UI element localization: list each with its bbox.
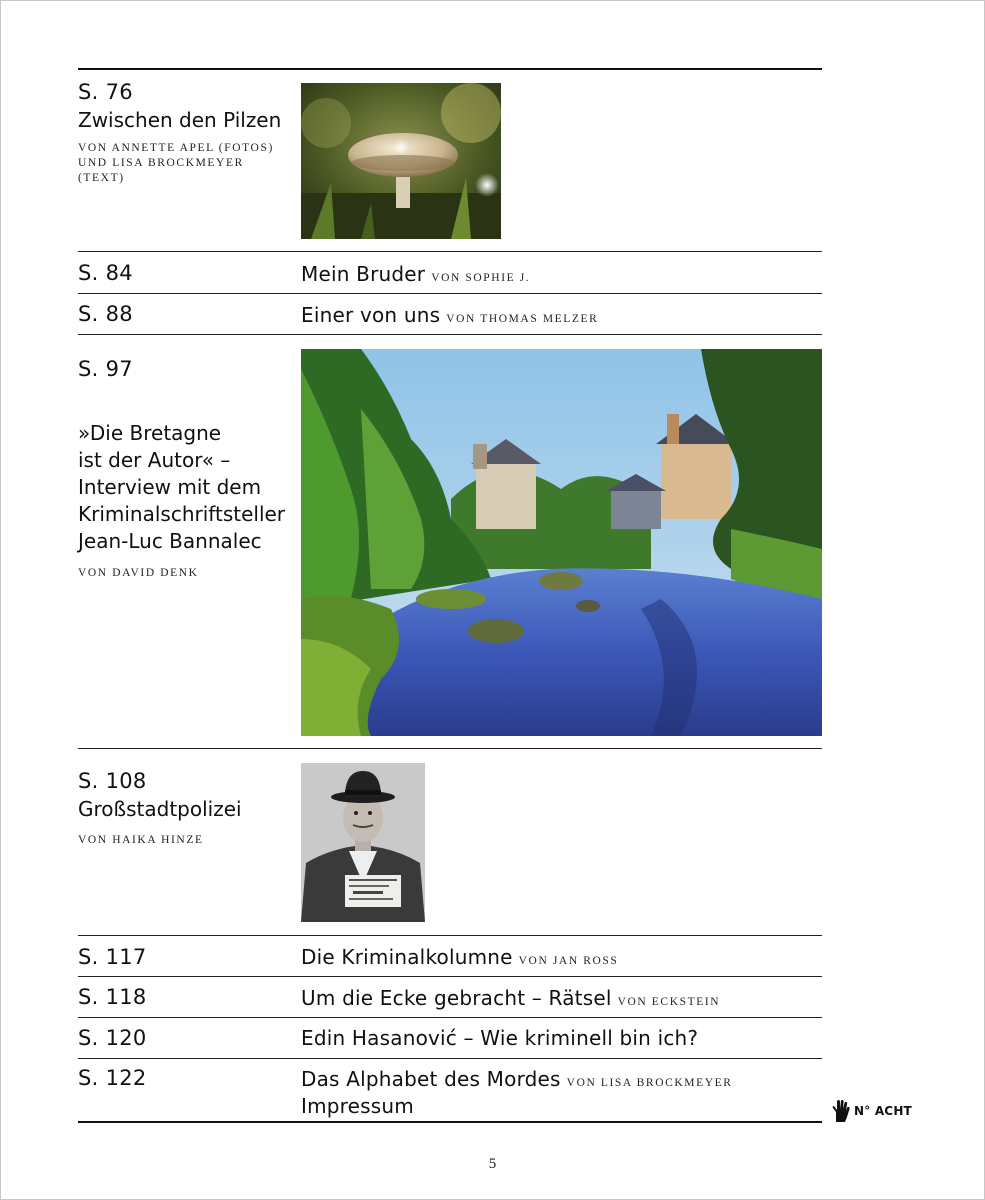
entry-title: Das Alphabet des Mordes (301, 1067, 561, 1091)
entry-byline: VON LISA BROCKMEYER (566, 1077, 733, 1089)
entry-title-line: Jean-Luc Bannalec (78, 529, 262, 553)
entry-title-row (301, 1094, 414, 1118)
mushroom-photo (301, 83, 501, 239)
hand-icon (830, 1100, 850, 1122)
entry-page-number: S. 122 (78, 1066, 147, 1090)
divider (78, 748, 822, 749)
entry-page-number: S. 97 (78, 357, 133, 381)
entry-title: Die Kriminalkolumne (301, 945, 513, 969)
entry-page-number: S. 108 (78, 769, 147, 793)
divider (78, 251, 822, 252)
page-number: 5 (488, 1156, 497, 1172)
entry-byline: VON JAN ROSS (518, 955, 619, 967)
entry-title: Um die Ecke gebracht – Rätsel (301, 986, 612, 1010)
entry-title-row (301, 303, 598, 327)
divider (78, 334, 822, 335)
entry-title-row (301, 262, 530, 286)
entry-title: Einer von uns (301, 303, 441, 327)
divider (78, 976, 822, 977)
entry-page-number: S. 76 (78, 80, 133, 104)
entry-title-line: Kriminalschriftsteller (78, 502, 286, 526)
divider (78, 935, 822, 936)
river-illustration (301, 349, 822, 736)
entry-byline: VON HAIKA HINZE (78, 834, 204, 846)
divider (78, 1058, 822, 1059)
entry-title-line: »Die Bretagne (78, 421, 222, 445)
entry-title-line: ist der Autor« – (78, 448, 231, 472)
entry-byline: VON ECKSTEIN (617, 996, 721, 1008)
entry-title-row (301, 1026, 698, 1050)
divider (78, 1017, 822, 1018)
impressum-title: Impressum (301, 1094, 414, 1118)
entry-page-number: S. 84 (78, 261, 133, 285)
entry-page-number: S. 118 (78, 985, 147, 1009)
magazine-logo (830, 1100, 912, 1122)
portrait-illustration (301, 763, 425, 922)
entry-page-number: S. 120 (78, 1026, 147, 1050)
entry-title-text: Zwischen den Pilzen (78, 108, 282, 132)
entry-title-line: Interview mit dem (78, 475, 262, 499)
entry-byline: VON ANNETTE APEL (FOTOS) UND LISA BROCKMEYER (TEXT) (78, 142, 274, 184)
entry-byline: VON SOPHIE J. (431, 272, 531, 284)
entry-page-number: S. 88 (78, 302, 133, 326)
entry-page-number: S. 117 (78, 945, 147, 969)
entry-byline: VON THOMAS MELZER (446, 313, 599, 325)
river-painting (301, 349, 822, 736)
logo-text: N° ACHT (854, 1104, 912, 1118)
entry-title-row (301, 945, 618, 969)
entry-title-text: Großstadtpolizei (78, 797, 242, 821)
bottom-rule (78, 1121, 822, 1123)
entry-title (78, 107, 288, 134)
mushroom-illustration (301, 83, 501, 239)
entry-byline: VON DAVID DENK (78, 567, 199, 579)
top-rule (78, 68, 822, 70)
entry-title-row (301, 1067, 733, 1091)
entry-title (78, 420, 288, 555)
entry-title (78, 796, 288, 823)
entry-title: Mein Bruder (301, 262, 426, 286)
entry-title: Edin Hasanović – Wie kriminell bin ich? (301, 1026, 699, 1050)
entry-title-row (301, 986, 720, 1010)
divider (78, 293, 822, 294)
police-portrait-photo (301, 763, 425, 922)
